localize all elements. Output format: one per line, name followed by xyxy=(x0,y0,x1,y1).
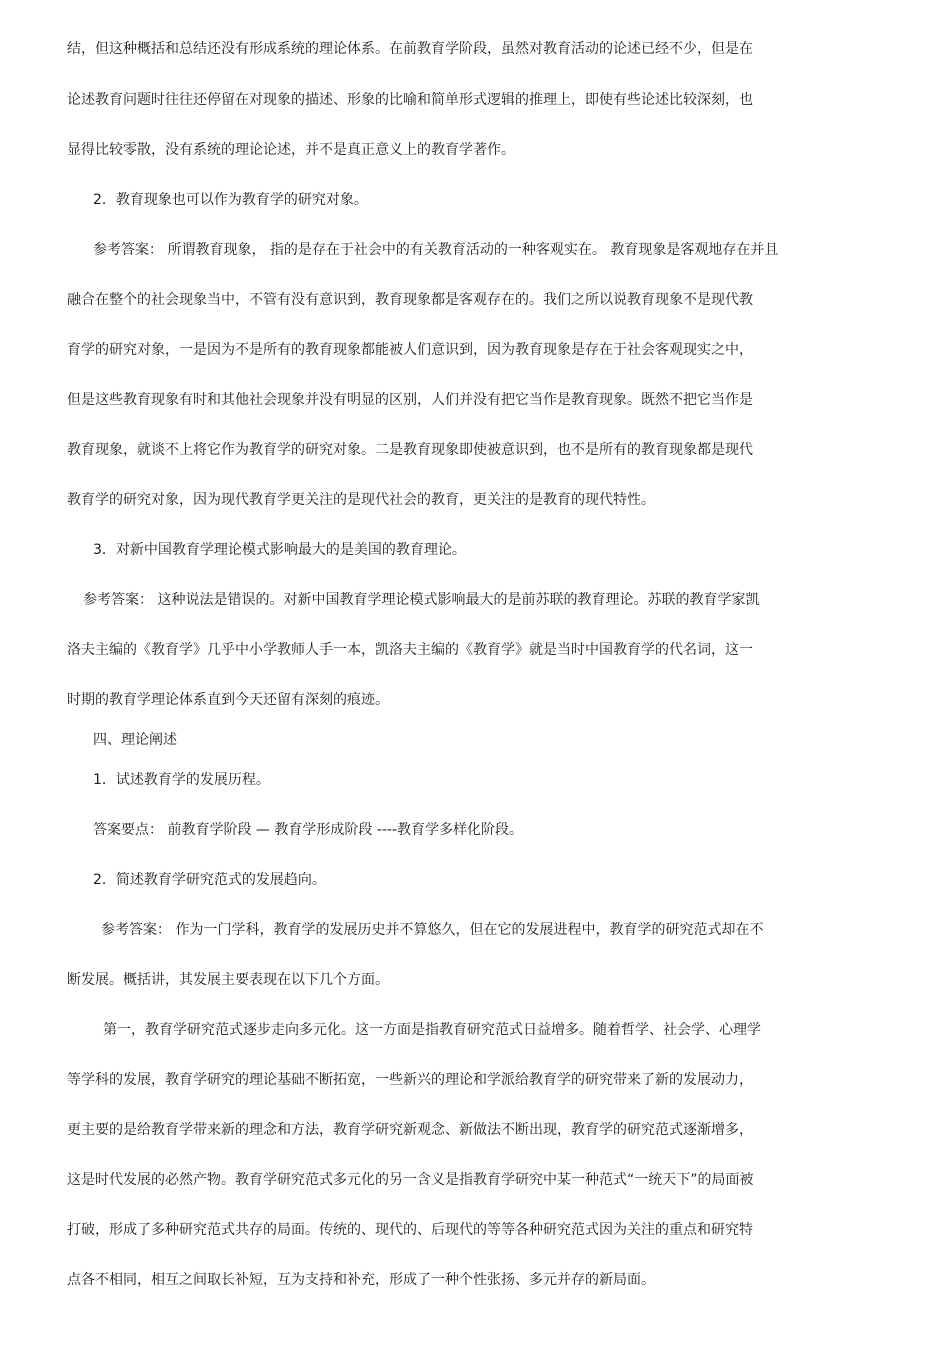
paragraph-line: 打破，形成了多种研究范式共存的局面。传统的、现代的、后现代的等等各种研究范式因为关注的重点和研究特 xyxy=(67,1222,753,1238)
paragraph-line: 洛夫主编的《教育学》几乎中小学教师人手一本，凯洛夫主编的《教育学》就是当时中国教育学的代名词，这一 xyxy=(67,642,753,658)
paragraph-line: 教育学的研究对象，因为现代教育学更关注的是现代社会的教育，更关注的是教育的现代特性。 xyxy=(67,492,655,508)
answer-line: 参考答案： 作为一门学科，教育学的发展历史并不算悠久，但在它的发展进程中，教育学的研究范式却在不 xyxy=(101,922,764,938)
paragraph-line: 育学的研究对象，一是因为不是所有的教育现象都能被人们意识到，因为教育现象是存在于社会客观现实之中， xyxy=(67,342,753,358)
paragraph-line: 等学科的发展，教育学研究的理论基础不断拓宽，一些新兴的理论和学派给教育学的研究带来了新的发展动力， xyxy=(67,1072,753,1088)
answer-line: 参考答案： 所谓教育现象， 指的是存在于社会中的有关教育活动的一种客观实在。 教育现象是客观地存在并且 xyxy=(93,242,779,258)
paragraph-line: 教育现象，就谈不上将它作为教育学的研究对象。二是教育现象即使被意识到，也不是所有的教育现象都是现代 xyxy=(67,442,753,458)
section-heading: 四、理论阐述 xyxy=(93,732,177,748)
paragraph-line: 时期的教育学理论体系直到今天还留有深刻的痕迹。 xyxy=(67,692,389,708)
paragraph-line: 断发展。概括讲，其发展主要表现在以下几个方面。 xyxy=(67,972,389,988)
question-heading: 1．试述教育学的发展历程。 xyxy=(93,772,270,788)
answer-line: 参考答案： 这种说法是错误的。对新中国教育学理论模式影响最大的是前苏联的教育理论。苏联的教育学家凯 xyxy=(83,592,760,608)
paragraph-line: 更主要的是给教育学带来新的理念和方法，教育学研究新观念、新做法不断出现，教育学的研究范式逐渐增多， xyxy=(67,1122,753,1138)
question-heading: 2．简述教育学研究范式的发展趋向。 xyxy=(93,872,326,888)
paragraph-line: 但是这些教育现象有时和其他社会现象并没有明显的区别，人们并没有把它当作是教育现象。既然不把它当作是 xyxy=(67,392,753,408)
question-heading: 3．对新中国教育学理论模式影响最大的是美国的教育理论。 xyxy=(93,542,466,558)
question-heading: 2．教育现象也可以作为教育学的研究对象。 xyxy=(93,192,368,208)
paragraph-line: 融合在整个的社会现象当中，不管有没有意识到，教育现象都是客观存在的。我们之所以说教育现象不是现代教 xyxy=(67,292,753,308)
paragraph-line: 论述教育问题时往往还停留在对现象的描述、形象的比喻和简单形式逻辑的推理上，即使有些论述比较深刻，也 xyxy=(67,92,753,108)
paragraph-line: 显得比较零散，没有系统的理论论述，并不是真正意义上的教育学著作。 xyxy=(67,142,515,158)
paragraph-line: 第一，教育学研究范式逐步走向多元化。这一方面是指教育研究范式日益增多。随着哲学、社会学、心理学 xyxy=(103,1022,761,1038)
answer-line: 答案要点： 前教育学阶段 — 教育学形成阶段 ----教育学多样化阶段。 xyxy=(93,822,524,838)
paragraph-line: 点各不相同，相互之间取长补短，互为支持和补充，形成了一种个性张扬、多元并存的新局面。 xyxy=(67,1272,655,1288)
paragraph-line: 这是时代发展的必然产物。教育学研究范式多元化的另一含义是指教育学研究中某一种范式“一统天下”的局面被 xyxy=(67,1172,754,1188)
paragraph-line: 结，但这种概括和总结还没有形成系统的理论体系。在前教育学阶段，虽然对教育活动的论述已经不少，但是在 xyxy=(67,41,753,57)
